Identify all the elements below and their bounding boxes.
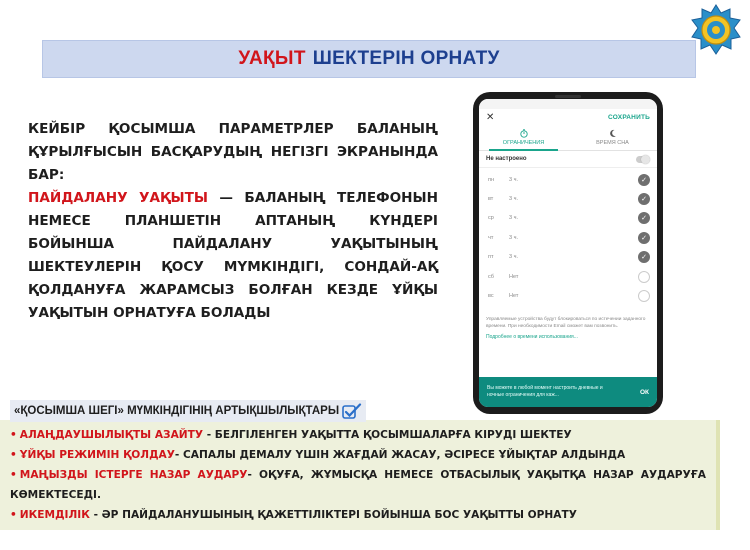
not-set-toggle[interactable] <box>636 156 650 163</box>
list-item <box>10 425 706 445</box>
unchecked-circle-icon[interactable] <box>638 290 650 302</box>
day-name: вс <box>488 293 494 300</box>
day-name: чт <box>488 234 494 241</box>
list-item <box>10 465 706 505</box>
checkmark-icon[interactable]: ✓ <box>638 193 650 205</box>
day-limit: 3 ч. <box>509 176 518 183</box>
day-list <box>479 168 657 306</box>
bullet-icon: • <box>10 469 17 481</box>
advantage-text: - САПАЛЫ ДЕМАЛУ ҮШІН ЖАҒДАЙ ЖАСАУ, ӘСІРЕСЕ ҰЙЫҚТАР АЛДЫНДА <box>174 449 626 461</box>
day-name: ср <box>488 215 494 222</box>
not-set-row <box>479 151 657 168</box>
day-row-mon[interactable] <box>479 170 657 189</box>
day-name: сб <box>488 273 494 280</box>
phone-screen <box>479 99 657 407</box>
title-text: ШЕКТЕРІН ОРНАТУ <box>312 48 500 69</box>
snackbar <box>479 377 657 407</box>
tab-limits[interactable] <box>479 125 568 150</box>
bullet-icon: • <box>10 429 17 441</box>
checkmark-icon[interactable]: ✓ <box>638 212 650 224</box>
day-row-thu[interactable] <box>479 228 657 247</box>
day-name: пн <box>488 176 495 183</box>
main-description <box>28 118 438 325</box>
day-limit: 3 ч. <box>509 196 518 203</box>
tab-sleep[interactable] <box>568 125 657 150</box>
close-icon[interactable]: ✕ <box>486 111 495 123</box>
day-name: пт <box>488 254 494 261</box>
day-limit: 3 ч. <box>509 254 518 261</box>
day-limit: 3 ч. <box>509 234 518 241</box>
advantages-title <box>10 400 366 422</box>
advantage-key: ИКЕМДІЛІК <box>19 509 90 521</box>
advantage-text: - ӘР ПАЙДАЛАНУШЫНЫҢ ҚАЖЕТТІЛІКТЕРІ БОЙЫНША БОС УАҚЫТТЫ ОРНАТУ <box>89 509 577 521</box>
advantage-key: АЛАҢДАУШЫЛЫҚТЫ АЗАЙТУ <box>19 429 204 441</box>
snackbar-text: Вы можете в любой момент настроить дневные и ночные ограничения для каж... <box>487 385 603 398</box>
advantage-text: - ОҚУҒА, ЖҰМЫСҚА НЕМЕСЕ ОТБАСЫЛЫҚ УАҚЫТҚА НАЗАР АУДАРУҒА КӨМЕКТЕСЕДІ. <box>10 469 706 501</box>
more-link[interactable]: Подробнее о времени использования... <box>486 333 578 340</box>
day-limit: Нет <box>509 273 519 280</box>
checkbox-icon <box>342 403 362 419</box>
checkmark-icon[interactable]: ✓ <box>638 232 650 244</box>
day-row-sat[interactable] <box>479 267 657 286</box>
app-header <box>479 109 657 125</box>
advantage-key: ҰЙҚЫ РЕЖИМІН ҚОЛДАУ <box>19 449 175 461</box>
tab-bar <box>479 125 657 151</box>
snackbar-ok-button[interactable]: ОК <box>639 388 649 396</box>
emblem-logo <box>690 4 742 56</box>
tab-sleep-label: ВРЕМЯ СНА <box>596 140 629 146</box>
advantages-title-text: «ҚОСЫМША ШЕГІ» МҮМКІНДІГІНІҢ АРТЫҚШЫЛЫҚТАРЫ <box>14 405 340 417</box>
advantage-text: - БЕЛГІЛЕНГЕН УАҚЫТТА ҚОСЫМШАЛАРҒА КІРУДІ ШЕКТЕУ <box>203 429 572 441</box>
day-limit: 3 ч. <box>509 215 518 222</box>
advantage-key: МАҢЫЗДЫ ІСТЕРГЕ НАЗАР АУДАРУ <box>19 469 248 481</box>
day-row-fri[interactable] <box>479 248 657 267</box>
phone-mockup <box>473 92 663 414</box>
list-item <box>10 505 706 525</box>
phone-speaker <box>555 95 581 98</box>
day-limit: Нет <box>509 293 519 300</box>
bullet-icon: • <box>10 449 17 461</box>
checkmark-icon[interactable]: ✓ <box>638 251 650 263</box>
advantages-list <box>0 420 716 525</box>
save-button[interactable]: СОХРАНИТЬ <box>608 113 650 121</box>
unchecked-circle-icon[interactable] <box>638 271 650 283</box>
day-name: вт <box>488 196 494 203</box>
usage-time-highlight: ПАЙДАЛАНУ УАҚЫТЫ <box>28 190 208 206</box>
status-bar <box>479 99 657 109</box>
timer-icon <box>520 129 528 138</box>
advantages-box <box>0 420 720 530</box>
title-banner <box>42 40 696 78</box>
day-row-tue[interactable] <box>479 189 657 208</box>
intro-text: КЕЙБІР ҚОСЫМША ПАРАМЕТРЛЕР БАЛАНЫҢ ҚҰРЫЛҒЫСЫН БАСҚАРУДЫҢ НЕГІЗГІ ЭКРАНЫНДА БАР: <box>28 121 438 183</box>
not-set-label: Не настроено <box>486 156 527 162</box>
title-highlight: УАҚЫТ <box>238 48 306 69</box>
day-row-wed[interactable] <box>479 209 657 228</box>
info-text: Управляемые устройства будут блокироваться по истечении заданного времени. При необходимости Email сможет вам позвонить. <box>486 316 646 329</box>
checkmark-icon[interactable]: ✓ <box>638 174 650 186</box>
day-row-sun[interactable] <box>479 286 657 305</box>
moon-icon <box>609 129 617 138</box>
tab-limits-label: ОГРАНИЧЕНИЯ <box>502 140 545 146</box>
list-item <box>10 445 706 465</box>
bullet-icon: • <box>10 509 17 521</box>
usage-time-description: — БАЛАНЫҢ ТЕЛЕФОНЫН НЕМЕСЕ ПЛАНШЕТІН АПТАНЫҢ КҮНДЕРІ БОЙЫНША ПАЙДАЛАНУ УАҚЫТЫНЫҢ ШЕКТЕУЛЕРІН ҚОСУ МҮМКІНДІГІ, СОНДАЙ-АҚ ҚОЛДАНУҒА ЖАРАМСЫЗ БОЛҒАН КЕЗДЕ ҰЙҚЫ УАҚЫТЫН ОРНАТУҒА БОЛАДЫ <box>28 190 439 321</box>
